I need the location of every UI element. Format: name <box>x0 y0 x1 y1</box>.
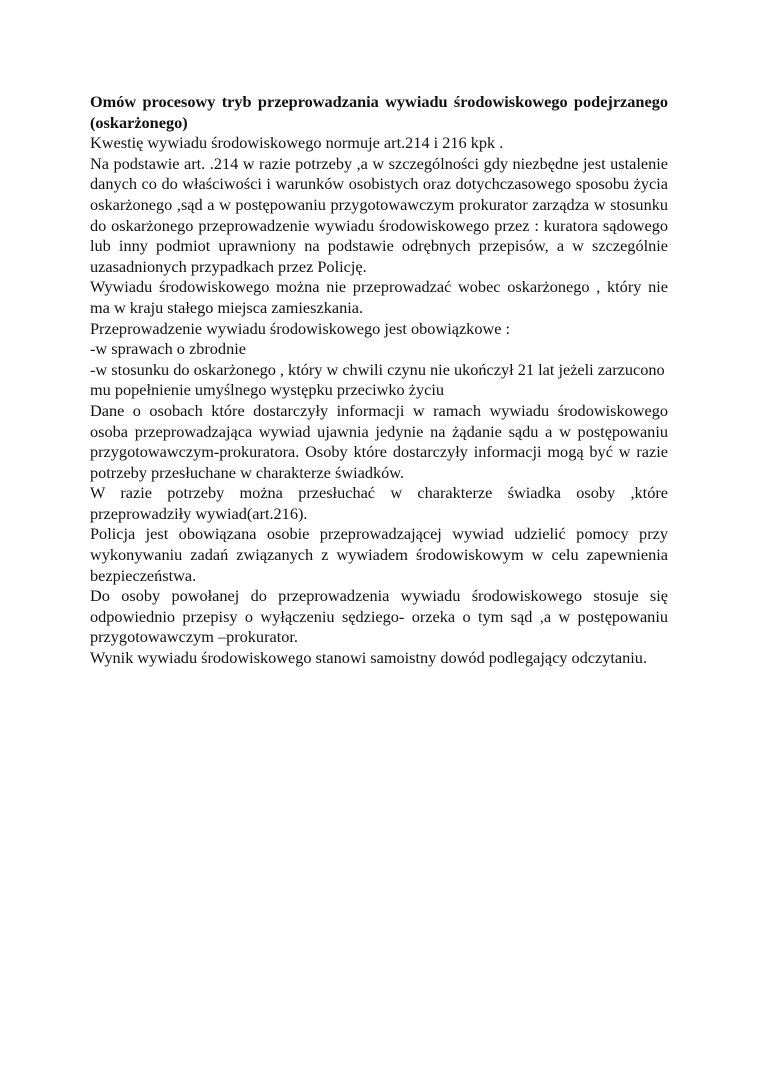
paragraph-legal-basis: Kwestię wywiadu środowiskowego normuje art.214 i 216 kpk . <box>90 133 504 153</box>
document-body <box>90 92 668 669</box>
paragraph-no-residence: Wywiadu środowiskowego można nie przeprowadzać wobec oskarżonego , który nie ma w kraju stałego miejsca zamieszkania. <box>90 277 668 317</box>
paragraph-art-214: Na podstawie art. .214 w razie potrzeby ,a w szczególności gdy niezbędne jest ustalenie danych co do właściwości i warunków osobistych oraz dotychczasowego sposobu życia oskarżonego ,sąd a w postępowaniu przygotowawczym prokurator zarządza w stosunku do oskarżonego przeprowadzenie wywiadu środowiskowego przez : kuratora sądowego lub inny podmiot uprawniony na podstawie odrębnych przepisów, a w szczególnie uzasadnionych przypadkach przez Policję. <box>90 153 668 276</box>
paragraph-mandatory-intro: Przeprowadzenie wywiadu środowiskowego jest obowiązkowe : <box>90 318 511 338</box>
paragraph-exclusion: Do osoby powołanej do przeprowadzenia wywiadu środowiskowego stosuje się odpowiednio przepisy o wyłączeniu sędziego- orzeka o tym sąd ,a w postępowaniu przygotowawczym –prokurator. <box>90 586 668 647</box>
paragraph-result: Wynik wywiadu środowiskowego stanowi samoistny dowód podlegający odczytaniu. <box>90 648 648 668</box>
paragraph-informants: Dane o osobach które dostarczyły informacji w ramach wywiadu środowiskowego osoba przeprowadzająca wywiad ujawnia jedynie na żądanie sądu a w postępowaniu przygotowawczym-prokuratora. Osoby które dostarczyły informacji mogą być w razie potrzeby przesłuchane w charakterze świadków. <box>90 400 668 482</box>
list-item-crimes: -w sprawach o zbrodnie <box>90 339 246 359</box>
document-title: Omów procesowy tryb przeprowadzania wywiadu środowiskowego podejrzanego (oskarżonego) <box>90 92 668 132</box>
paragraph-police: Policja jest obowiązana osobie przeprowadzającej wywiad udzielić pomocy przy wykonywaniu zadań związanych z wywiadem środowiskowym w celu zapewnienia bezpieczeństwa. <box>90 524 668 585</box>
list-item-under-21: -w stosunku do oskarżonego , który w chwili czynu nie ukończył 21 lat jeżeli zarzucono mu popełnienie umyślnego występku przeciwko życiu <box>90 359 665 400</box>
paragraph-witness: W razie potrzeby można przesłuchać w charakterze świadka osoby ,które przeprowadziły wywiad(art.216). <box>90 483 668 523</box>
